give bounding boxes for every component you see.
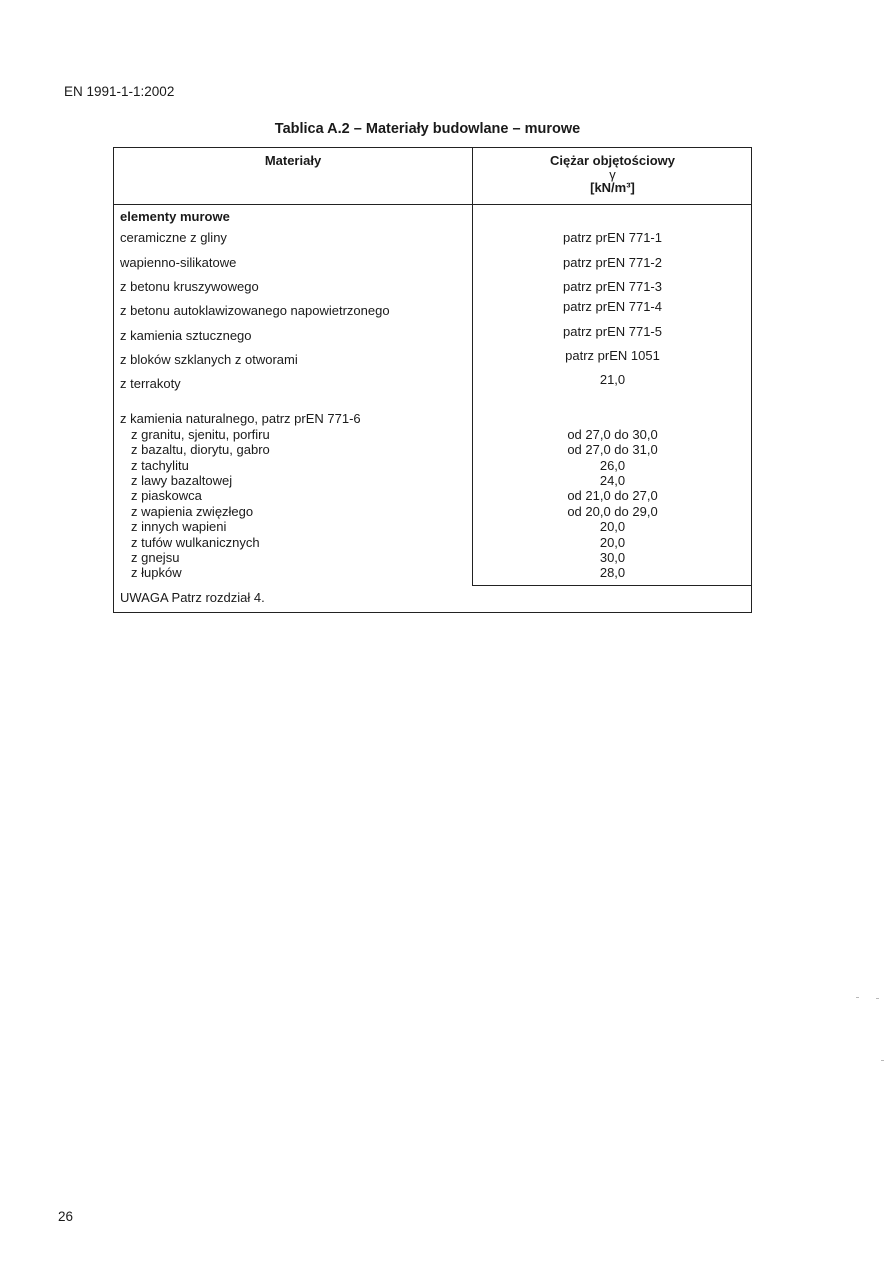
material-cell: z bloków szklanych z otworami xyxy=(120,352,298,367)
weight-column xyxy=(472,205,752,586)
weight-cell: patrz prEN 771-1 xyxy=(563,230,662,245)
stone-weight-cell: 30,0 xyxy=(599,550,626,565)
weight-cell: 21,0 xyxy=(599,372,626,387)
stone-material-cell: z gnejsu xyxy=(131,550,180,565)
weight-cell: patrz prEN 771-5 xyxy=(563,324,662,339)
stone-weight-cell: 26,0 xyxy=(599,458,626,473)
scan-speck xyxy=(876,998,879,999)
stone-weight-cell: 20,0 xyxy=(599,519,626,534)
materials-table xyxy=(113,147,752,613)
material-cell: z betonu autoklawizowanego napowietrzonego xyxy=(120,303,390,318)
column-header-material-label: Materiały xyxy=(264,153,322,168)
material-cell: ceramiczne z gliny xyxy=(120,230,227,245)
material-cell: wapienno-silikatowe xyxy=(120,255,237,270)
column-header-weight-label: Ciężar objętościowy xyxy=(550,153,675,168)
weight-cell: patrz prEN 771-4 xyxy=(563,299,662,314)
stone-weight-cell: od 20,0 do 29,0 xyxy=(567,504,658,519)
stone-material-cell: z tufów wulkanicznych xyxy=(131,535,260,550)
column-header-weight-unit: [kN/m³] xyxy=(590,180,635,195)
column-header-weight-symbol: γ xyxy=(609,167,616,182)
scan-speck xyxy=(856,997,859,998)
stone-weight-cell: od 27,0 do 30,0 xyxy=(567,427,658,442)
table-header-row xyxy=(114,148,751,205)
stone-material-cell: z tachylitu xyxy=(131,458,189,473)
stone-material-cell: z łupków xyxy=(131,565,182,580)
stone-material-cell: z wapienia zwięzłego xyxy=(131,504,254,519)
column-header-material xyxy=(114,148,472,204)
scan-speck xyxy=(881,1060,884,1061)
document-id: EN 1991-1-1:2002 xyxy=(64,84,175,99)
stone-material-cell: z innych wapieni xyxy=(131,519,227,534)
stone-weight-cell: 24,0 xyxy=(599,473,626,488)
stone-weight-cell: 20,0 xyxy=(599,535,626,550)
table-note: UWAGA Patrz rozdział 4. xyxy=(120,590,265,605)
stone-material-cell: z piaskowca xyxy=(131,488,202,503)
stone-weight-cell: od 27,0 do 31,0 xyxy=(567,442,658,457)
stone-heading: z kamienia naturalnego, patrz prEN 771-6 xyxy=(120,411,361,426)
weight-cell: patrz prEN 771-3 xyxy=(563,279,662,294)
page-number: 26 xyxy=(58,1209,74,1224)
stone-material-cell: z lawy bazaltowej xyxy=(131,473,233,488)
weight-cell: patrz prEN 771-2 xyxy=(563,255,662,270)
column-header-weight xyxy=(472,148,752,204)
stone-weight-cell: od 21,0 do 27,0 xyxy=(567,488,658,503)
stone-material-cell: z granitu, sjenitu, porfiru xyxy=(131,427,270,442)
stone-material-cell: z bazaltu, diorytu, gabro xyxy=(131,442,270,457)
stone-weight-cell: 28,0 xyxy=(599,565,626,580)
weight-cell: patrz prEN 1051 xyxy=(565,348,660,363)
material-cell: z terrakoty xyxy=(120,376,181,391)
group-heading: elementy murowe xyxy=(120,209,230,224)
table-note-row xyxy=(114,585,751,612)
material-cell: z betonu kruszywowego xyxy=(120,279,259,294)
table-title: Tablica A.2 – Materiały budowlane – murowe xyxy=(274,121,581,137)
material-cell: z kamienia sztucznego xyxy=(120,328,252,343)
material-column xyxy=(114,205,472,585)
